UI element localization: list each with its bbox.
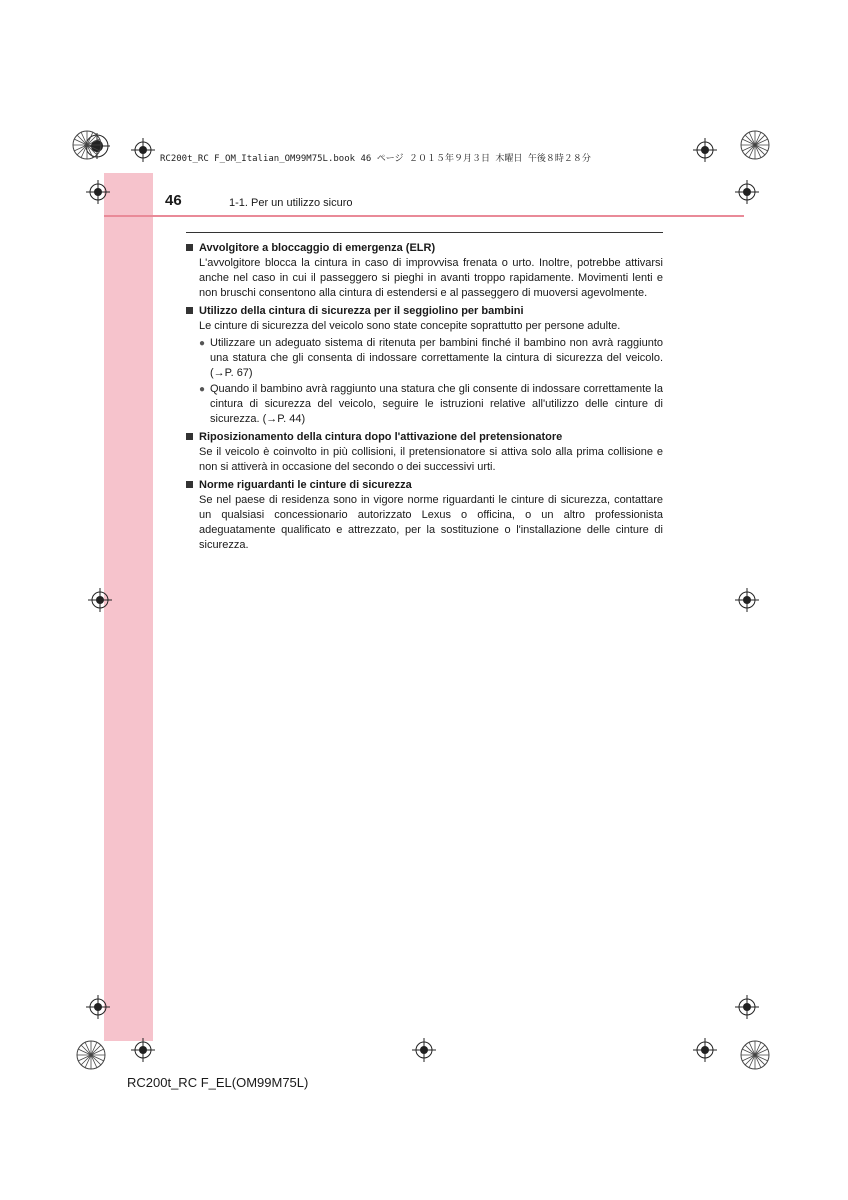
bullet-list bbox=[186, 336, 663, 427]
section-body: L'avvolgitore blocca la cintura in caso di improvvisa frenata o urto. Inoltre, potrebbe attivarsi anche nel caso in cui il passeggero si pieghi in avanti troppo rapidamente. Movimenti lenti e non bruschi consentono alla cintura di estendersi e al passeggero di muoversi agevolmente. bbox=[199, 257, 663, 299]
book-info-line: RC200t_RC F_OM_Italian_OM99M75L.book 46 ページ ２０１５年９月３日 木曜日 午後８時２８分 bbox=[160, 154, 591, 164]
registration-mark-icon bbox=[131, 1038, 155, 1062]
section-pretensioner bbox=[186, 430, 663, 475]
registration-mark-icon bbox=[693, 138, 717, 162]
registration-mark-icon bbox=[131, 138, 155, 162]
content-area bbox=[186, 238, 663, 555]
square-bullet-icon bbox=[186, 244, 193, 251]
section-body: Le cinture di sicurezza del veicolo sono state concepite soprattutto per persone adulte. bbox=[199, 320, 621, 332]
section-body: Se il veicolo è coinvolto in più collisioni, il pretensionatore si attiva solo alla prima collisione e non si attiverà in occasione del secondo o dei successivi urti. bbox=[199, 446, 663, 473]
registration-mark-icon bbox=[86, 180, 110, 204]
section-heading: Riposizionamento della cintura dopo l'attivazione del pretensionatore bbox=[199, 431, 563, 443]
registration-mark-icon bbox=[412, 1038, 436, 1062]
starburst-mark-icon bbox=[740, 130, 770, 160]
registration-mark-icon bbox=[735, 180, 759, 204]
section-heading: Utilizzo della cintura di sicurezza per il seggiolino per bambini bbox=[199, 305, 524, 317]
registration-mark-icon bbox=[735, 995, 759, 1019]
square-bullet-icon bbox=[186, 307, 193, 314]
starburst-mark-icon bbox=[76, 1040, 106, 1070]
registration-mark-icon bbox=[693, 1038, 717, 1062]
registration-mark-icon bbox=[86, 995, 110, 1019]
section-child-seat bbox=[186, 304, 663, 427]
section-elr bbox=[186, 241, 663, 301]
list-item: ● Quando il bambino avrà raggiunto una statura che gli consente di indossare correttamente la cintura di sicurezza del veicolo, seguire le istruzioni relative all'utilizzo delle cinture di sicurezza. (→P. 44) bbox=[199, 383, 663, 425]
starburst-mark-icon bbox=[740, 1040, 770, 1070]
section-heading: Avvolgitore a bloccaggio di emergenza (ELR) bbox=[199, 242, 436, 254]
square-bullet-icon bbox=[186, 433, 193, 440]
content-rule bbox=[186, 232, 663, 233]
square-bullet-icon bbox=[186, 481, 193, 488]
circle-bullet-icon: ● bbox=[199, 338, 206, 349]
starburst-mark-icon bbox=[72, 130, 102, 160]
section-heading: Norme riguardanti le cinture di sicurezza bbox=[199, 479, 412, 491]
circle-bullet-icon: ● bbox=[199, 384, 206, 395]
section-body: Se nel paese di residenza sono in vigore norme riguardanti le cinture di sicurezza, contattare un qualsiasi concessionario autorizzato Lexus o officina, o un altro professionista adeguatamente qualificato e attrezzato, per la sostituzione o l'installazione delle cinture di sicurezza. bbox=[199, 494, 663, 551]
header-rule bbox=[104, 215, 744, 217]
list-item: ● Utilizzare un adeguato sistema di ritenuta per bambini finché il bambino non avrà raggiunto una statura che gli consenta di indossare correttamente la cintura di sicurezza del veicolo. (→P. 67) bbox=[199, 337, 663, 379]
page-number: 46 bbox=[165, 192, 182, 209]
section-title: 1-1. Per un utilizzo sicuro bbox=[229, 197, 353, 209]
footer-model: RC200t_RC F_EL(OM99M75L) bbox=[127, 1075, 309, 1090]
registration-mark-icon bbox=[735, 588, 759, 612]
section-regulations bbox=[186, 478, 663, 553]
registration-mark-icon bbox=[88, 588, 112, 612]
